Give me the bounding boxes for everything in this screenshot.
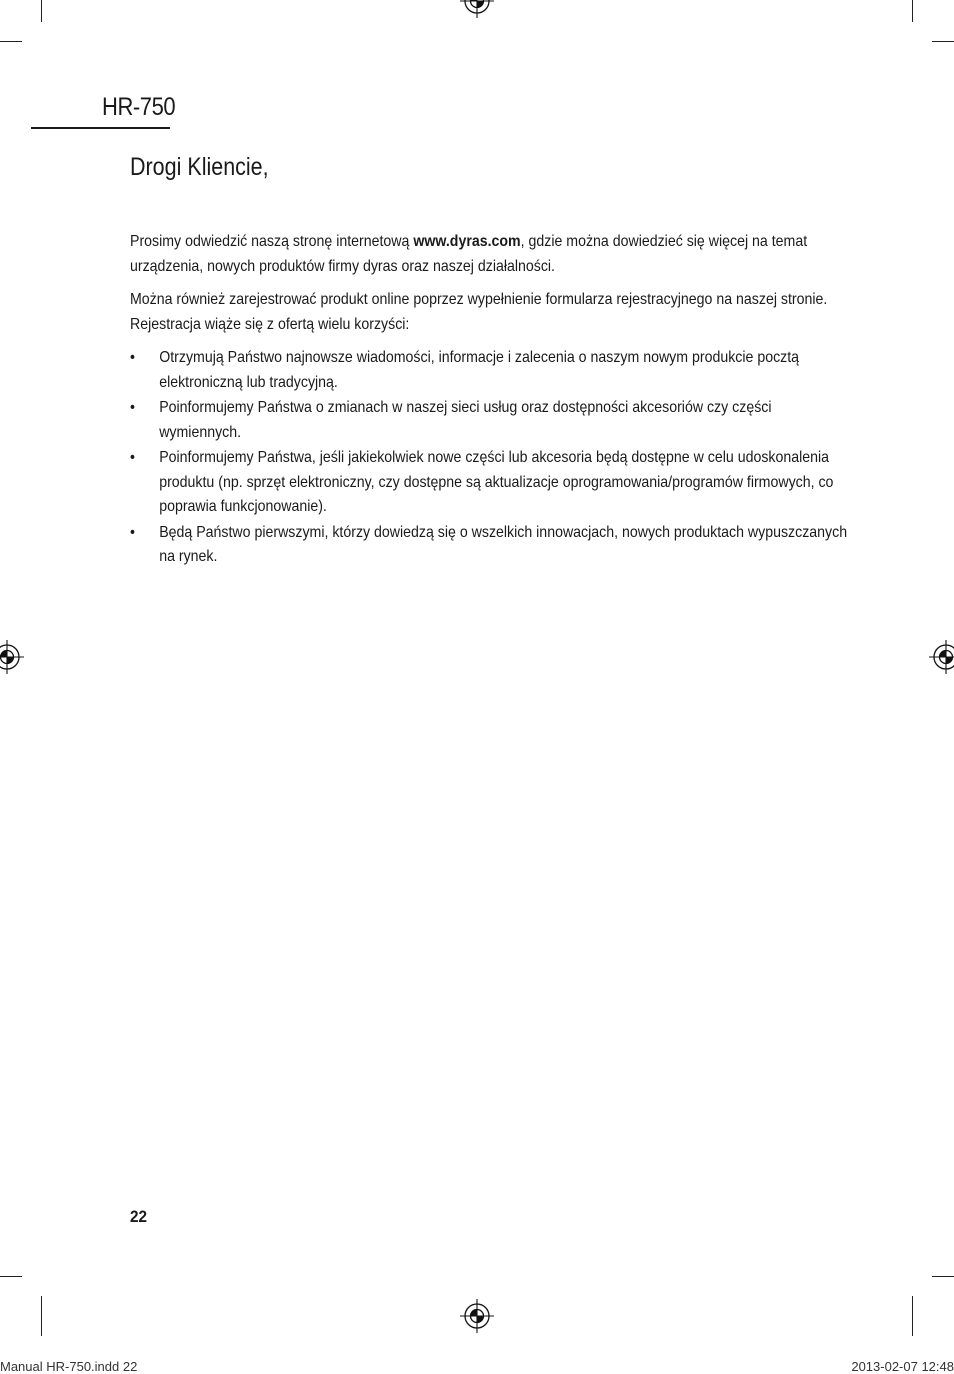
intro-text-continued: , gdzie można dowiedzieć się więcej na temat urządzenia, nowych produktów firmy dyras oraz naszej działalności. xyxy=(130,233,808,275)
crop-mark xyxy=(0,41,22,42)
intro-paragraph xyxy=(130,230,856,279)
crop-mark xyxy=(41,0,42,22)
page-number: 22 xyxy=(130,1207,148,1226)
registration-paragraph: Można również zarejestrować produkt online poprzez wypełnienie formularza rejestracyjnego na naszej stronie. Rejestracja wiąże się z ofertą wielu korzyści: xyxy=(130,291,828,333)
crop-mark xyxy=(41,1296,42,1336)
website-link[interactable]: www.dyras.com xyxy=(413,233,521,250)
header-rule xyxy=(31,127,170,129)
model-title: HR-750 xyxy=(102,93,176,121)
letter-body xyxy=(130,230,856,571)
registration-mark-icon xyxy=(0,640,24,674)
list-item-text: Otrzymują Państwo najnowsze wiadomości, informacje i zalecenia o naszym nowym produkcie pocztą elektroniczną lub tradycyjną. xyxy=(159,349,800,391)
greeting-heading: Drogi Kliencie, xyxy=(130,153,269,181)
print-slug-filename: Manual HR-750.indd 22 xyxy=(0,1359,138,1374)
registration-mark-icon xyxy=(929,640,954,674)
list-item xyxy=(130,521,856,570)
bullet: • xyxy=(130,349,135,366)
crop-mark xyxy=(0,1276,22,1277)
print-slug-timestamp: 2013-02-07 12:48 xyxy=(851,1359,954,1374)
list-item xyxy=(130,446,856,520)
list-item-text: Poinformujemy Państwa o zmianach w naszej sieci usług oraz dostępności akcesoriów czy części wymiennych. xyxy=(159,399,772,441)
crop-mark xyxy=(932,1276,954,1277)
list-item xyxy=(130,346,856,395)
crop-mark xyxy=(912,1296,913,1336)
list-item xyxy=(130,396,856,445)
benefits-list xyxy=(130,346,856,570)
crop-mark xyxy=(932,41,954,42)
bullet: • xyxy=(130,399,135,416)
crop-mark xyxy=(912,0,913,22)
registration-mark-icon xyxy=(460,0,494,18)
bullet: • xyxy=(130,523,135,541)
intro-text: Prosimy odwiedzić naszą stronę internetową xyxy=(130,233,414,250)
registration-mark-icon xyxy=(460,1299,494,1333)
list-item-text: Będą Państwo pierwszymi, którzy dowiedzą się o wszelkich innowacjach, nowych produktach wypuszczanych na rynek. xyxy=(159,523,848,565)
list-item-text: Poinformujemy Państwa, jeśli jakiekolwiek nowe części lub akcesoria będą dostępne w celu udoskonalenia produktu (np. sprzęt elektroniczny, czy dostępne są aktualizacje oprogramowania/programów firmowych, co poprawia funkcjonowanie). xyxy=(159,449,834,515)
bullet: • xyxy=(130,449,135,466)
